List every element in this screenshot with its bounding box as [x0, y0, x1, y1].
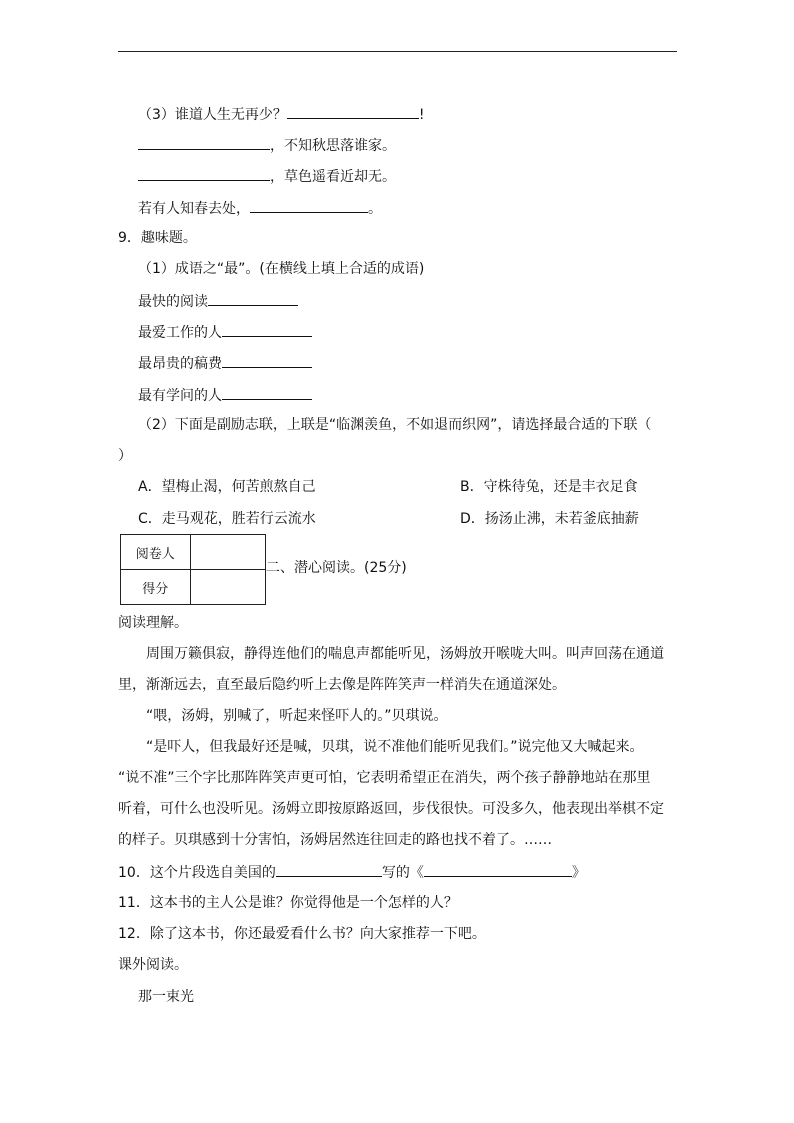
q9-title: 9．趣味题。	[118, 230, 197, 246]
passage-line: 里，渐渐远去，直至最后隐约听上去像是阵阵笑声一样消失在通道深处。	[118, 677, 566, 693]
poem-line-4	[138, 198, 382, 218]
poem-line4-prefix: 若有人知春去处，	[138, 201, 250, 217]
extra-reading-title: 那一束光	[138, 989, 194, 1005]
poem-q3-prefix: （3）谁道人生无再少？	[138, 107, 287, 123]
poem-line2-text: ，不知秋思落谁家。	[270, 138, 396, 154]
q9-item: 最昂贵的稿费	[138, 353, 312, 373]
q9-item: 最爱工作的人	[138, 322, 312, 342]
poem-line3-text: ，草色遥看近却无。	[270, 169, 396, 185]
score-table	[120, 534, 266, 605]
answer-blank[interactable]	[222, 353, 312, 368]
option-d[interactable]: D．扬汤止沸，未若釜底抽薪	[460, 511, 639, 527]
q9-sub2-close: ）	[118, 448, 132, 464]
section-2-sub: 阅读理解。	[118, 615, 188, 631]
option-b[interactable]: B．守株待兔，还是丰衣足食	[460, 479, 638, 495]
poem-line-2	[138, 135, 396, 155]
book-title-blank[interactable]	[424, 862, 572, 877]
score-label: 得分	[121, 570, 191, 605]
grader-label: 阅卷人	[121, 535, 191, 570]
option-a[interactable]: A．望梅止渴，何苦煎熬自己	[138, 479, 316, 495]
answer-blank[interactable]	[138, 166, 270, 181]
extra-reading-label: 课外阅读。	[118, 957, 188, 973]
header-rule	[118, 51, 677, 52]
answer-blank[interactable]	[222, 322, 312, 337]
poem-line-3	[138, 166, 396, 186]
answer-blank[interactable]	[208, 291, 298, 306]
section-2-title: 二、潜心阅读。(25分)	[266, 560, 407, 576]
poem-line-1	[138, 104, 425, 124]
passage-line: 周围万籁俱寂，静得连他们的喘息声都能听见，汤姆放开喉咙大叫。叫声回荡在通道	[146, 646, 664, 662]
passage-line: 听着，可什么也没听见。汤姆立即按原路返回，步伐很快。可没多久，他表现出举棋不定	[118, 801, 664, 817]
q9-sub2: （2）下面是副励志联，上联是“临渊羡鱼，不如退而织网”，请选择最合适的下联（	[138, 417, 652, 433]
poem-q3-suffix: !	[418, 107, 425, 123]
answer-blank[interactable]	[138, 135, 270, 150]
score-cell[interactable]	[190, 570, 265, 605]
q9-item: 最有学问的人	[138, 385, 312, 405]
passage-line: “说不准”三个字比那阵阵笑声更可怕，它表明希望正在消失，两个孩子静静地站在那里	[118, 770, 651, 786]
q11: 11．这本书的主人公是谁？你觉得他是一个怎样的人？	[118, 895, 458, 911]
passage-line: “是吓人，但我最好还是喊，贝琪，说不准他们能听见我们。”说完他又大喊起来。	[146, 739, 644, 755]
poem-line4-suffix: 。	[368, 201, 382, 217]
grader-cell[interactable]	[190, 535, 265, 570]
author-blank[interactable]	[276, 862, 382, 877]
option-c[interactable]: C．走马观花，胜若行云流水	[138, 511, 316, 527]
q12: 12．除了这本书，你还最爱看什么书？向大家推荐一下吧。	[118, 926, 486, 942]
answer-blank[interactable]	[222, 385, 312, 400]
passage-line: 的样子。贝琪感到十分害怕，汤姆居然连往回走的路也找不着了。……	[118, 832, 552, 848]
passage-line: “喂，汤姆，别喊了，听起来怪吓人的。”贝琪说。	[146, 708, 448, 724]
q10: 10．这个片段选自美国的 写的《 》	[118, 862, 586, 882]
q9-sub1: （1）成语之“最”。(在横线上填上合适的成语)	[138, 261, 425, 277]
q9-item: 最快的阅读	[138, 291, 298, 311]
answer-blank[interactable]	[250, 198, 368, 213]
answer-blank[interactable]	[287, 104, 419, 119]
